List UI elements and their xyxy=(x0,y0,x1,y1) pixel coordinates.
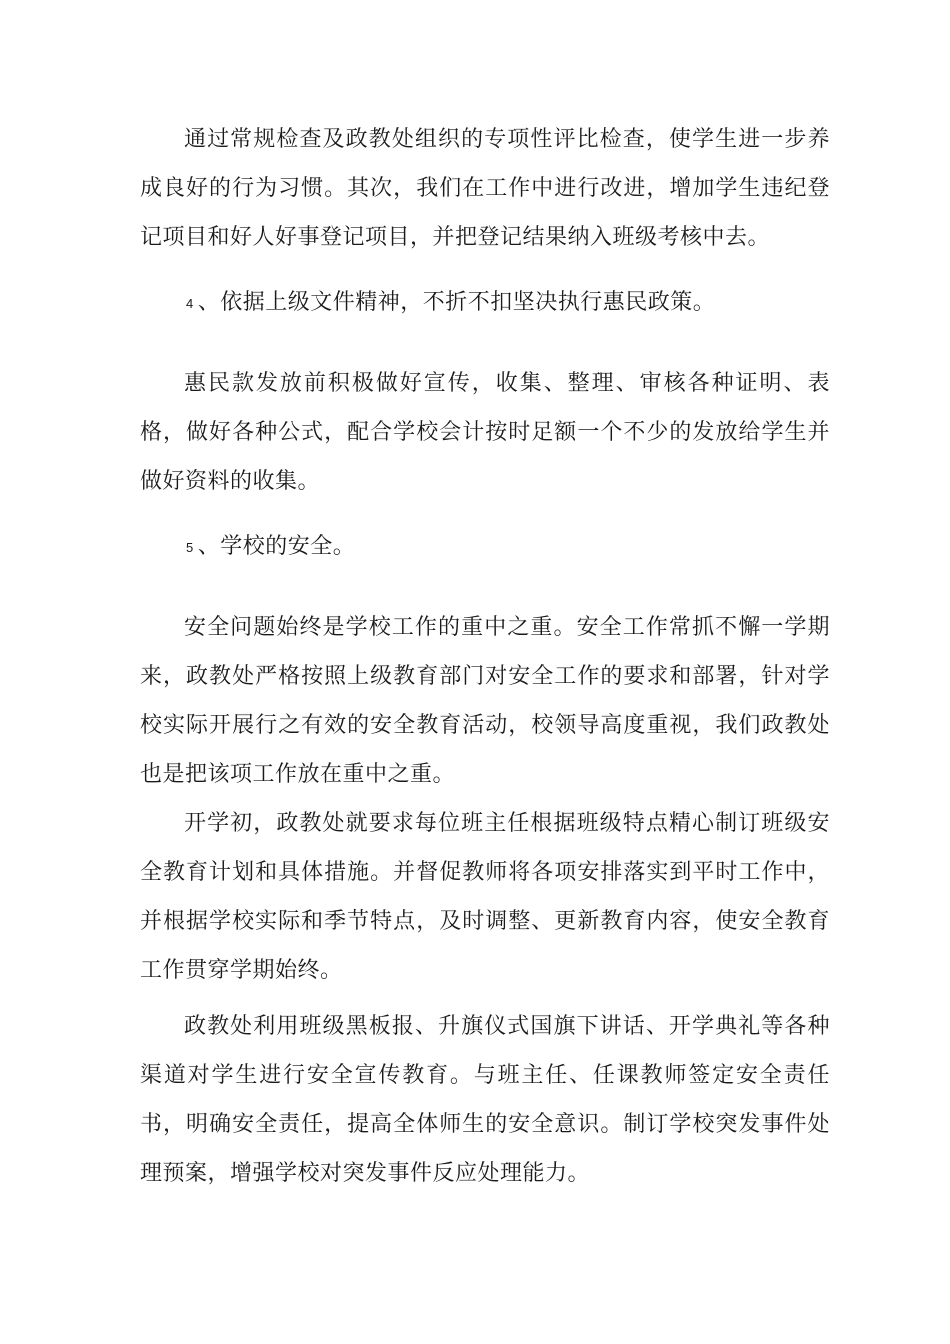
paragraph-safety-priority: 安全问题始终是学校工作的重中之重。安全工作常抓不懈一学期来，政教处严格按照上级教育部门对安全工作的要求和部署，针对学校实际开展行之有效的安全教育活动，校领导高度重视，我们政教处也是把该项工作放在重中之重。 xyxy=(140,615,830,787)
section-heading-5 xyxy=(186,522,355,572)
paragraph-safety-education: 政教处利用班级黑板报、升旗仪式国旗下讲话、开学典礼等各种渠道对学生进行安全宣传教育。与班主任、任课教师签定安全责任书，明确安全责任，提高全体师生的安全意识。制订学校突发事件处理预案，增强学校对突发事件反应处理能力。 xyxy=(140,1014,830,1186)
section-heading-4 xyxy=(186,278,715,328)
section-title-4: 、依据上级文件精神，不折不扣坚决执行惠民政策。 xyxy=(197,290,716,315)
section-number-4: 4 xyxy=(186,296,194,311)
section-title-5: 、学校的安全。 xyxy=(197,534,356,559)
paragraph-safety-plan: 开学初，政教处就要求每位班主任根据班级特点精心制订班级安全教育计划和具体措施。并督促教师将各项安排落实到平时工作中，并根据学校实际和季节特点，及时调整、更新教育内容，使安全教育工作贯穿学期始终。 xyxy=(140,811,830,983)
paragraph-behavior-inspection: 通过常规检查及政教处组织的专项性评比检查，使学生进一步养成良好的行为习惯。其次，我们在工作中进行改进，增加学生违纪登记项目和好人好事登记项目，并把登记结果纳入班级考核中去。 xyxy=(140,127,830,250)
paragraph-subsidy-distribution: 惠民款发放前积极做好宣传，收集、整理、审核各种证明、表格，做好各种公式，配合学校会计按时足额一个不少的发放给学生并做好资料的收集。 xyxy=(140,371,830,494)
section-number-5: 5 xyxy=(186,540,194,555)
